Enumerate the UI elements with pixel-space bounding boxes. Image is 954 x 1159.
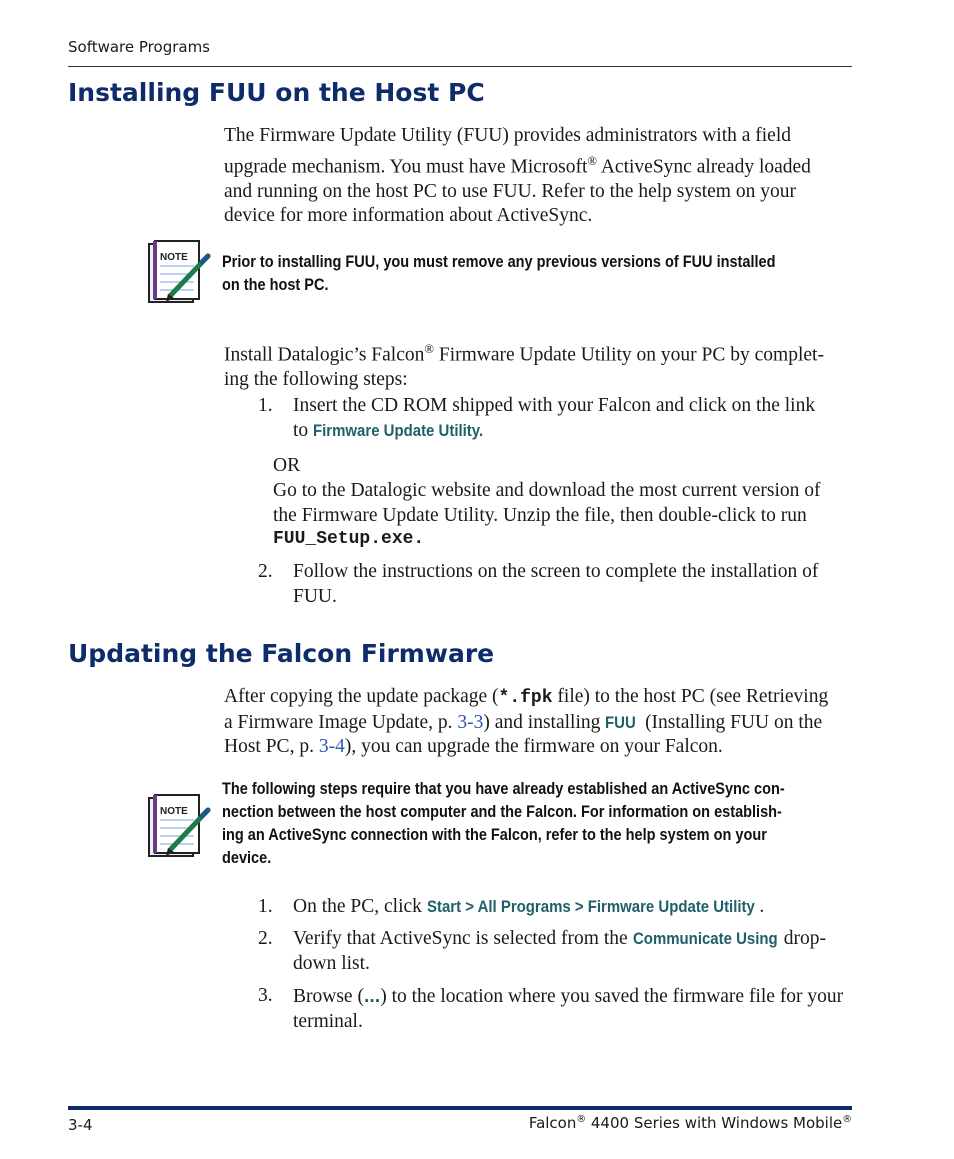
start-menu-path: Start > All Programs > Firmware Update Utility <box>426 897 755 916</box>
note-line <box>222 274 828 297</box>
footer-text: Falcon <box>528 1114 577 1132</box>
note-line <box>222 778 828 801</box>
note-line <box>222 847 828 870</box>
alt-line: Go to the Datalogic website and download the most current version of <box>273 480 821 501</box>
step-text: to <box>293 420 314 441</box>
update-step-1-text <box>293 895 853 920</box>
lead-line <box>224 337 844 368</box>
note-line-text: The following steps require that you have already established an ActiveSync con- <box>222 780 785 798</box>
note-line-text: on the host PC. <box>222 276 329 294</box>
step-text: drop- <box>778 928 827 949</box>
page-number: 3-4 <box>68 1116 93 1134</box>
registered-mark: ® <box>424 342 434 356</box>
step-line: Insert the CD ROM shipped with your Falcon and click on the link <box>293 395 816 416</box>
footer-rule <box>68 1106 852 1110</box>
intro-text: ActiveSync already loaded <box>597 156 811 177</box>
footer-text: 4400 Series with Windows Mobile <box>586 1114 843 1132</box>
header-rule <box>68 66 852 67</box>
step-line: down list. <box>293 952 370 974</box>
note-line-text: nection between the host computer and the Falcon. For information on establish- <box>222 803 782 821</box>
step-2-text <box>293 560 853 609</box>
update-step-2-text <box>293 927 853 976</box>
intro-line: The Firmware Update Utility (FUU) provides administrators with a field <box>224 125 792 146</box>
step-number: 3. <box>258 985 273 1006</box>
after-text: ) and installing <box>483 711 606 733</box>
browse-button-label: ... <box>363 985 381 1007</box>
step-text: Verify that ActiveSync is selected from the <box>293 928 633 949</box>
step-number: 2. <box>258 928 273 949</box>
step-text: Browse ( <box>293 986 364 1007</box>
step-1-link-line <box>293 419 853 444</box>
lead-text: Install Datalogic’s Falcon <box>224 344 425 366</box>
after-line <box>224 685 854 711</box>
firmware-update-utility-link[interactable]: Firmware Update Utility. <box>313 421 484 440</box>
registered-mark: ® <box>842 1114 852 1125</box>
note-line-text: ing an ActiveSync connection with the Falcon, refer to the help system on your <box>222 826 767 844</box>
step-number: 1. <box>258 395 273 416</box>
fpk-extension: *.fpk <box>498 688 553 708</box>
note-icon <box>146 792 212 860</box>
intro-paragraph <box>224 124 834 229</box>
section-heading-installing-fuu: Installing FUU on the Host PC <box>68 78 485 107</box>
after-copying-paragraph <box>224 685 854 760</box>
note-icon-label: NOTE <box>160 806 188 817</box>
after-text: ), you can upgrade the firmware on your Falcon. <box>344 736 723 757</box>
after-text: Host PC, p. <box>224 736 319 757</box>
note-text <box>222 778 828 870</box>
page-ref-link[interactable]: 3-4 <box>318 736 345 757</box>
alt-line: the Firmware Update Utility. Unzip the file, then double-click to run <box>273 504 807 526</box>
after-text: file) to the host PC (see Retrieving <box>552 686 829 707</box>
setup-filename: FUU_Setup.exe. <box>273 529 425 549</box>
after-text: a Firmware Image Update, p. <box>224 711 458 733</box>
install-lead-paragraph <box>224 337 844 393</box>
registered-mark: ® <box>576 1114 587 1125</box>
after-line <box>224 711 854 736</box>
step-1-text <box>293 394 853 419</box>
after-text: (Installing FUU on the <box>640 711 823 733</box>
intro-line <box>224 149 834 180</box>
note-line <box>222 824 828 847</box>
note-line-text: device. <box>222 849 272 867</box>
after-line <box>224 735 854 760</box>
step-line: FUU. <box>293 585 337 607</box>
step-number: 1. <box>258 896 273 917</box>
running-head: Software Programs <box>68 38 210 56</box>
lead-line: ing the following steps: <box>224 369 408 390</box>
note-icon <box>146 238 212 306</box>
lead-text: Firmware Update Utility on your PC by complet- <box>434 344 824 366</box>
or-separator: OR <box>273 455 301 476</box>
page-ref-link[interactable]: 3-3 <box>457 711 484 733</box>
update-step-3-text <box>293 984 853 1034</box>
step-number: 2. <box>258 561 273 582</box>
note-line-text: Prior to installing FUU, you must remove any previous versions of FUU installed <box>222 253 776 271</box>
note-icon-label: NOTE <box>160 252 188 263</box>
after-text: After copying the update package ( <box>224 686 499 707</box>
step-line: Follow the instructions on the screen to complete the installation of <box>293 561 819 582</box>
step-text: ) to the location where you saved the firmware file for your <box>380 986 844 1007</box>
footer-product-title <box>529 1114 852 1132</box>
section-heading-updating-firmware: Updating the Falcon Firmware <box>68 639 495 668</box>
step-line: terminal. <box>293 1010 363 1032</box>
note-text <box>222 251 828 297</box>
step-text: On the PC, click <box>293 896 427 917</box>
note-line <box>222 251 828 274</box>
intro-line: and running on the host PC to use FUU. Refer to the help system on your <box>224 180 796 202</box>
step-line <box>293 927 853 952</box>
registered-mark: ® <box>587 153 598 168</box>
step-text: . <box>759 896 765 917</box>
alternate-instructions <box>273 479 848 528</box>
intro-text: upgrade mechanism. You must have Microsoft <box>224 156 588 177</box>
fuu-label: FUU <box>605 712 636 732</box>
step-line <box>293 984 853 1010</box>
communicate-using-label: Communicate Using <box>632 929 778 948</box>
intro-line: device for more information about ActiveSync. <box>224 205 593 226</box>
note-line <box>222 801 828 824</box>
